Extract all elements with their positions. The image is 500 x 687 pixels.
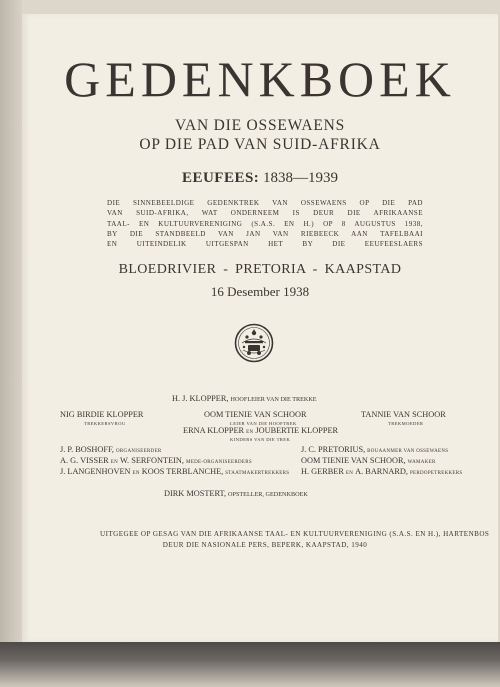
mostert-credit xyxy=(164,490,308,498)
book-spine xyxy=(0,0,22,687)
anniversary-years: 1838—1939 xyxy=(263,170,339,186)
anniversary-heading xyxy=(22,171,498,186)
event-date: 16 Desember 1938 xyxy=(210,284,310,299)
joubertie-name: JOUBERTIE KLOPPER xyxy=(255,426,339,435)
gerber-connector: EN xyxy=(345,471,354,476)
leader-name: H. J. KLOPPER, xyxy=(172,394,229,403)
mostert-role: OPSTELLER, GEDENKBOEK xyxy=(228,491,308,498)
leader-role: HOOFLEIER VAN DIE TREKKE xyxy=(230,396,317,403)
publisher-imprint xyxy=(100,529,490,550)
oom-tienie-name: OOM TIENIE VAN SCHOOR xyxy=(204,410,307,419)
erna-credit xyxy=(183,427,338,435)
subtitle-line-1: VAN DIE OSSEWAENS xyxy=(174,117,346,134)
erna-connector: EN xyxy=(246,430,254,435)
erna-role: KINDERS VAN DIE TREK xyxy=(230,437,291,442)
seal-emblem-icon xyxy=(234,323,274,363)
oom-schoor-name: OOM TIENIE VAN SCHOOR, xyxy=(301,456,406,465)
boshoff-role: ORGANISEERDER xyxy=(115,449,162,454)
visser-connector: EN xyxy=(110,460,118,465)
boshoff-credit xyxy=(60,446,162,454)
tannie-role: TREKMOEDER xyxy=(388,421,424,426)
nig-birdie-credit xyxy=(60,411,143,419)
langenhoven-credit xyxy=(60,468,289,476)
description-line: TAAL- EN KULTUURVERENIGING (S.A.S. EN H.) OP 8 AUGUSTUS 1938, xyxy=(107,219,423,228)
description-line: VAN SUID-AFRIKA, WAT ONDERNEEM IS DEUR DIE AFRIKAANSE xyxy=(107,209,423,218)
scan-bottom-edge xyxy=(0,642,500,687)
pretorius-credit xyxy=(301,446,448,454)
leader-credit xyxy=(172,395,317,403)
pretorius-role: BOUAANMER VAN OSSEWAENS xyxy=(367,449,449,454)
barnard-name: A. BARNARD, xyxy=(355,467,408,476)
description-line: EN UITEINDELIK UITGESPAN HET BY DIE EEUFEESLAERS xyxy=(107,240,423,249)
description-line: BY DIE STANDBEELD VAN JAN VAN RIEBEECK AAN TAFELBAAI xyxy=(107,229,423,238)
subtitle-line-2: OP DIE PAD VAN SUID-AFRIKA xyxy=(139,136,381,153)
pretorius-name: J. C. PRETORIUS, xyxy=(301,445,366,454)
barnard-role: PERDOPETREKKERS xyxy=(409,471,463,476)
serfontein-name: W. SERFONTEIN, xyxy=(119,456,184,465)
langenhoven-name: J. LANGENHOVEN xyxy=(60,467,131,476)
book-title: GEDENKBOEK xyxy=(64,51,456,107)
erna-name: ERNA KLOPPER xyxy=(183,426,245,435)
anniversary-label: EEUFEES: xyxy=(181,170,260,186)
serfontein-role: MEDE-ORGANISEERDERS xyxy=(185,460,252,465)
oom-schoor-role: WAMAKER xyxy=(407,460,436,465)
oom-schoor-credit xyxy=(301,457,436,465)
gerber-name: H. GERBER xyxy=(301,467,344,476)
mostert-name: DIRK MOSTERT, xyxy=(164,489,227,498)
terblanche-name: KOOS TERBLANCHE, xyxy=(141,467,224,476)
publisher-line: DEUR DIE NASIONALE PERS, BEPERK, KAAPSTAD, 1940 xyxy=(162,540,368,549)
boshoff-name: J. P. BOSHOFF, xyxy=(60,445,114,454)
oom-tienie-role: LEIER VAN DIE HOOFTREK xyxy=(230,421,297,426)
nig-birdie-name: NIG BIRDIE KLOPPER xyxy=(60,410,144,419)
tannie-credit xyxy=(361,411,446,419)
visser-credit xyxy=(60,457,252,465)
tannie-name: TANNIE VAN SCHOOR xyxy=(361,410,446,419)
places-line: BLOEDRIVIER - PRETORIA - KAAPSTAD xyxy=(118,262,402,277)
terblanche-role: STAATMAKERTREKKERS xyxy=(225,471,290,476)
visser-name: A. G. VISSER xyxy=(60,456,109,465)
nig-birdie-role: TREKKERSVROU xyxy=(84,421,126,426)
oom-tienie-credit xyxy=(204,411,307,419)
publisher-line: UITGEGEE OP GESAG VAN DIE AFRIKAANSE TAAL- EN KULTUURVERENIGING (S.A.S. EN H.), HARTENBOS xyxy=(100,530,490,538)
description-line: DIE SINNEBEELDIGE GEDENKTREK VAN OSSEWAENS OP DIE PAD xyxy=(107,199,423,207)
description-paragraph xyxy=(107,198,423,249)
gerber-credit xyxy=(301,468,463,476)
langenhoven-connector: EN xyxy=(132,471,140,476)
